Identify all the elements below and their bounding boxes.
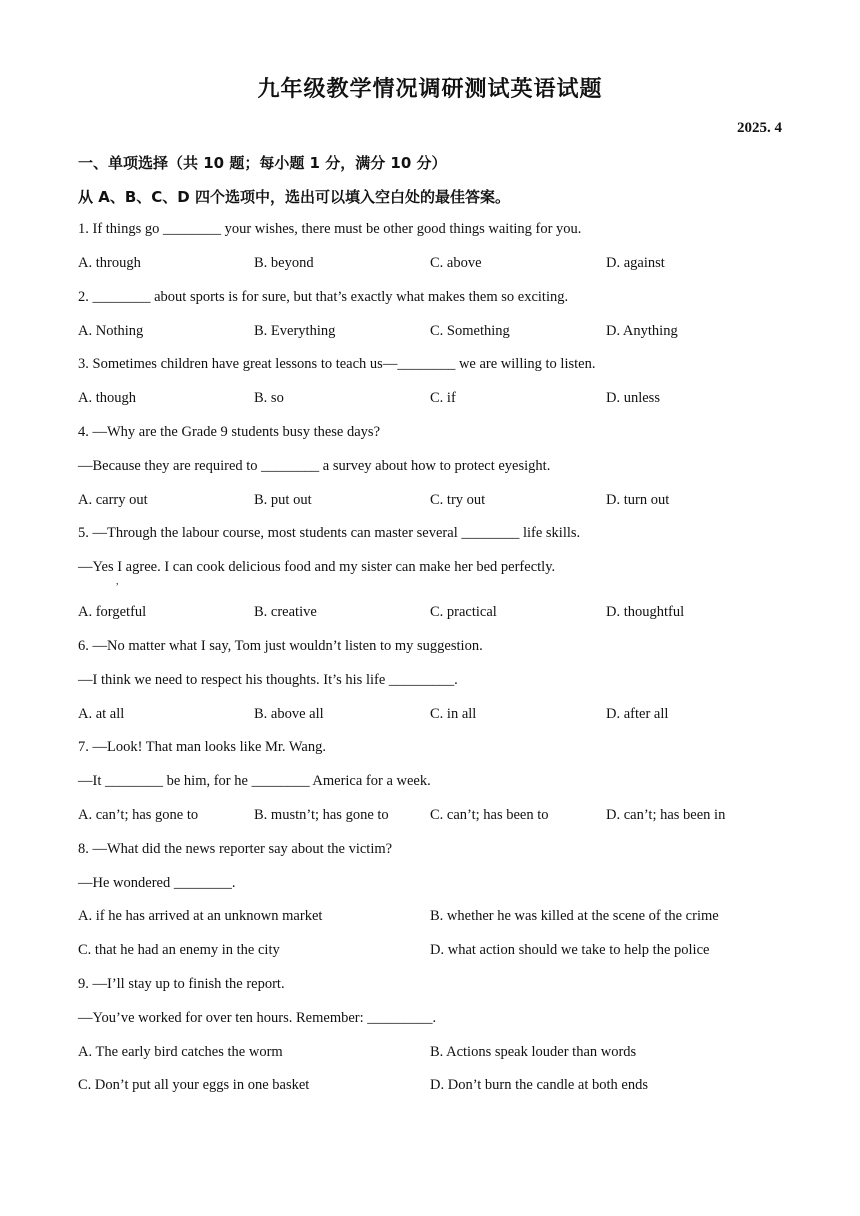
question-6-option-c: C. in all [430,706,477,722]
question-1-option-c: C. above [430,255,482,271]
question-1-option-b: B. beyond [254,255,314,271]
question-6-response: —I think we need to respect his thoughts. It’s his life _________. [78,672,458,688]
question-7-option-d: D. can’t; has been in [606,807,726,823]
question-8-response: —He wondered ________. [78,875,236,891]
question-4-option-a: A. carry out [78,492,148,508]
question-5-response: —Yes I agree. I can cook delicious food and my sister can make her bed perfectly. [78,559,556,575]
question-9-option-d: D. Don’t burn the candle at both ends [430,1077,648,1093]
question-8-option-a: A. if he has arrived at an unknown market [78,908,323,924]
question-3-option-c: C. if [430,390,456,406]
question-1-stem: 1. If things go ________ your wishes, there must be other good things waiting for you. [78,221,582,237]
question-3-option-a: A. though [78,390,136,406]
question-3-option-d: D. unless [606,390,660,406]
question-6-option-d: D. after all [606,706,669,722]
question-7-stem: 7. —Look! That man looks like Mr. Wang. [78,739,326,755]
question-2-option-d: D. Anything [606,323,678,339]
exam-date: 2025. 4 [737,120,782,136]
question-4-option-c: C. try out [430,492,486,508]
question-2-option-a: A. Nothing [78,323,144,339]
question-7-response: —It ________ be him, for he ________ America for a week. [78,773,431,789]
question-9-response: —You’ve worked for over ten hours. Remember: _________. [78,1010,437,1026]
question-3-stem: 3. Sometimes children have great lessons to teach us—________ we are willing to listen. [78,356,596,372]
exam-title: 九年级教学情况调研测试英语试题 [257,77,603,102]
question-8-option-c: C. that he had an enemy in the city [78,942,280,958]
question-9-option-a: A. The early bird catches the worm [78,1044,283,1060]
question-5-option-a: A. forgetful [78,604,147,620]
question-6-option-a: A. at all [78,706,125,722]
question-2-stem: 2. ________ about sports is for sure, but that’s exactly what makes them so exciting. [78,289,569,305]
question-4-option-d: D. turn out [606,492,670,508]
question-9-option-c: C. Don’t put all your eggs in one basket [78,1077,310,1093]
question-1-option-d: D. against [606,255,665,271]
question-9-option-b: B. Actions speak louder than words [430,1044,637,1060]
question-5-option-d: D. thoughtful [606,604,685,620]
question-4-option-b: B. put out [254,492,312,508]
question-2-option-c: C. Something [430,323,510,339]
question-9-stem: 9. —I’ll stay up to finish the report. [78,976,285,992]
question-5-option-b: B. creative [254,604,317,620]
question-5-option-c: C. practical [430,604,497,620]
question-6-stem: 6. —No matter what I say, Tom just wouldn’t listen to my suggestion. [78,638,483,654]
question-4-response: —Because they are required to ________ a survey about how to protect eyesight. [78,458,551,474]
question-6-option-b: B. above all [254,706,324,722]
question-8-option-d: D. what action should we take to help the police [430,942,710,958]
question-3-option-b: B. so [254,390,284,406]
section-heading: 一、单项选择（共 10 题；每小题 1 分，满分 10 分） [78,154,447,172]
question-8-option-b: B. whether he was killed at the scene of the crime [430,908,719,924]
question-5-stem: 5. —Through the labour course, most students can master several ________ life skills. [78,525,581,541]
question-4-stem: 4. —Why are the Grade 9 students busy these days? [78,424,381,440]
section-instruction: 从 A、B、C、D 四个选项中，选出可以填入空白处的最佳答案。 [78,188,510,206]
stray-comma-mark: , [116,576,119,587]
question-2-option-b: B. Everything [254,323,336,339]
question-1-option-a: A. through [78,255,141,271]
question-8-stem: 8. —What did the news reporter say about the victim? [78,841,393,857]
question-7-option-c: C. can’t; has been to [430,807,549,823]
question-7-option-a: A. can’t; has gone to [78,807,199,823]
question-7-option-b: B. mustn’t; has gone to [254,807,389,823]
